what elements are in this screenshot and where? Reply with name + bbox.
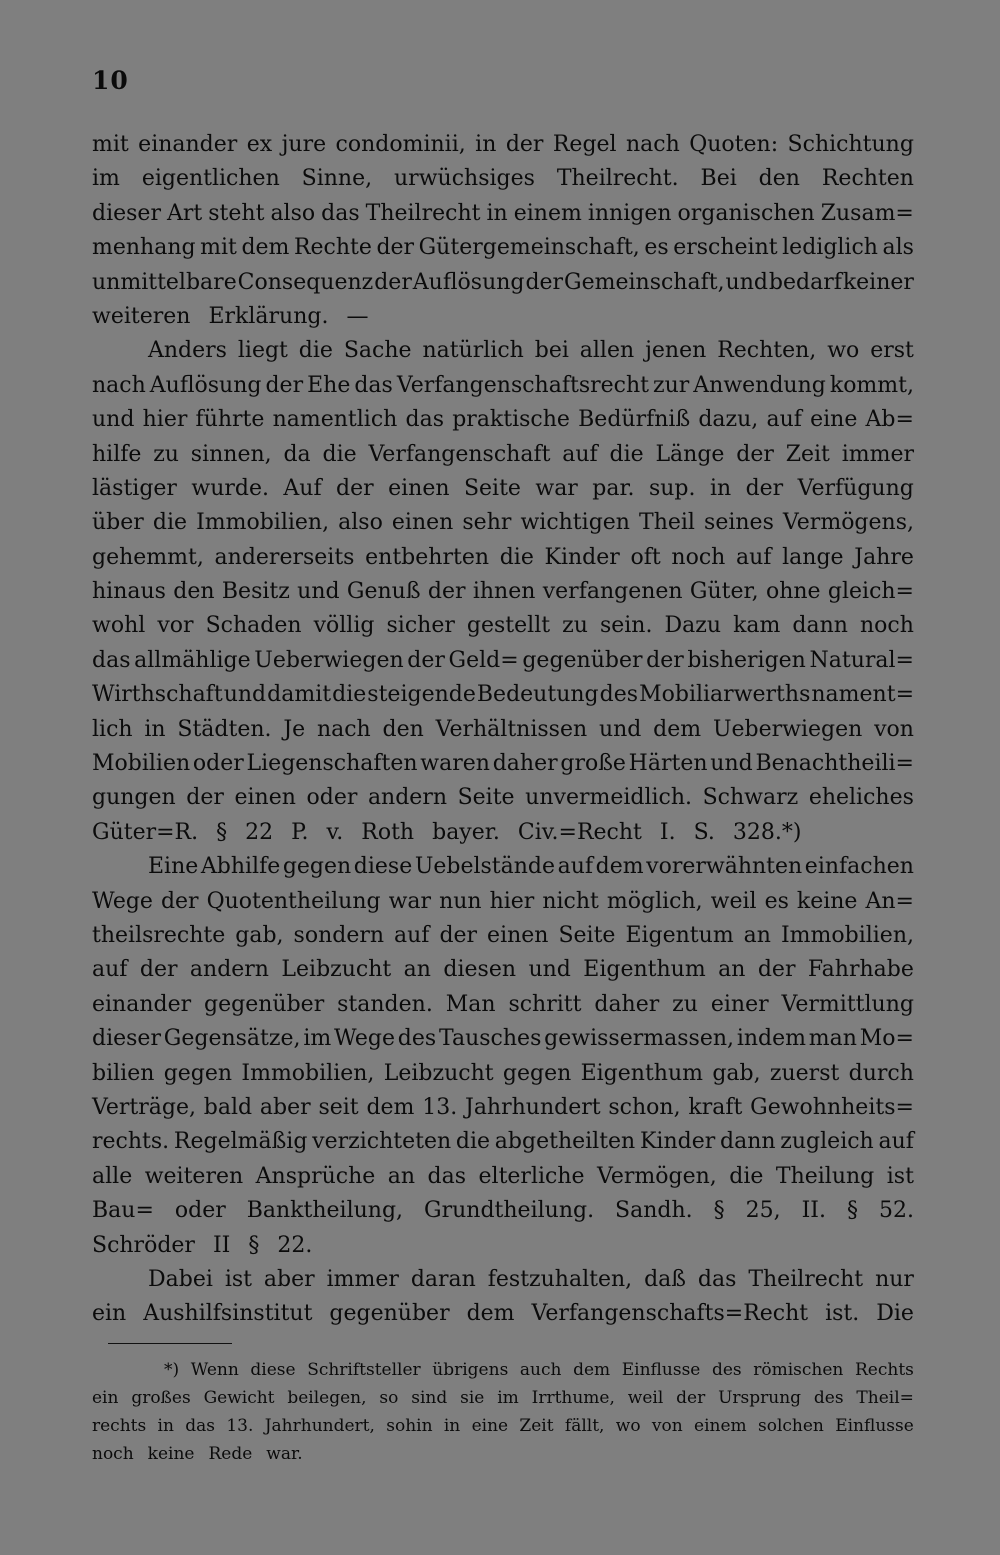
text-line: Mobilien oder Liegenschaften waren daher große Härten und Benachtheili= [92,751,914,777]
text-line: bilien gegen Immobilien, Leibzucht gegen Eigenthum gab, zuerst durch [92,1060,914,1086]
text-line: und hier führte namentlich das praktische Bedürfniß dazu, auf eine Ab= [92,407,914,433]
text-line: Güter=R. § 22 P. v. Roth bayer. Civ.=Recht I. S. 328.*) [92,819,802,845]
text-line: einander gegenüber standen. Man schritt daher zu einer Vermittlung [92,991,914,1017]
text-line: Wege der Quotentheilung war nun hier nicht möglich, weil es keine An= [92,888,914,914]
text-line: alle weiteren Ansprüche an das elterliche Vermögen, die Theilung ist [92,1163,914,1189]
text-line: wohl vor Schaden völlig sicher gestellt zu sein. Dazu kam dann noch [92,613,914,639]
text-line: lich in Städten. Je nach den Verhältnissen und dem Ueberwiegen von [92,716,914,742]
text-line: mit einander ex jure condominii, in der Regel nach Quoten: Schichtung [92,132,914,157]
text-line: gehemmt, andererseits entbehrten die Kinder oft noch auf lange Jahre [92,544,914,570]
text-line: Schröder II § 22. [92,1232,313,1258]
text-line: ein Aushilfsinstitut gegenüber dem Verfangenschafts=Recht ist. Die [92,1301,914,1327]
text-line: Anders liegt die Sache natürlich bei allen jenen Rechten, wo erst [148,338,914,364]
footnotes [92,1356,914,1468]
text-line: gungen der einen oder andern Seite unvermeidlich. Schwarz eheliches [92,785,914,811]
text-line: im eigentlichen Sinne, urwüchsiges Theilrecht. Bei den Rechten [92,166,914,192]
text-line: hinaus den Besitz und Genuß der ihnen verfangenen Güter, ohne gleich= [92,579,914,605]
text-line: das allmählige Ueberwiegen der Geld= gegenüber der bisherigen Natural= [92,647,914,673]
text-line: menhang mit dem Rechte der Gütergemeinschaft, es erscheint lediglich als [92,235,914,261]
body-text [92,128,914,1332]
text-line: weiteren Erklärung. — [92,303,369,329]
text-line: lästiger wurde. Auf der einen Seite war par. sup. in der Verfügung [92,475,914,501]
text-line: dieser Gegensätze, im Wege des Tausches gewissermassen, indem man Mo= [92,1026,914,1052]
text-line: Dabei ist aber immer daran festzuhalten, daß das Theilrecht nur [148,1266,914,1292]
text-line: auf der andern Leibzucht an diesen und Eigenthum an der Fahrhabe [92,957,914,983]
text-line: Wirthschaft und damit die steigende Bedeutung des Mobiliarwerths nament= [92,682,914,708]
text-line: theilsrechte gab, sondern auf der einen Seite Eigentum an Immobilien, [92,922,914,948]
text-line: über die Immobilien, also einen sehr wichtigen Theil seines Vermögens, [92,510,914,536]
footnote-line: *) Wenn diese Schriftsteller übrigens auch dem Einflusse des römischen Rechts [164,1360,914,1380]
footnote-line: noch keine Rede war. [92,1444,303,1464]
text-line: Eine Abhilfe gegen diese Uebelstände auf dem vorerwähnten einfachen [148,854,914,880]
text-line: dieser Art steht also das Theilrecht in einem innigen organischen Zusam= [92,200,914,226]
text-line: Verträge, bald aber seit dem 13. Jahrhundert schon, kraft Gewohnheits= [92,1094,914,1120]
footnote-line: ein großes Gewicht beilegen, so sind sie im Irrthume, weil der Ursprung des Theil= [92,1388,914,1408]
text-line: rechts. Regelmäßig verzichteten die abgetheilten Kinder dann zugleich auf [92,1129,914,1155]
text-line: Bau= oder Banktheilung, Grundtheilung. Sandh. § 25, II. § 52. [92,1198,914,1224]
footnote-divider [108,1343,232,1344]
text-line: unmittelbare Consequenz der Auflösung der Gemeinschaft, und bedarf keiner [92,269,914,295]
footnote-line: rechts in das 13. Jahrhundert, sohin in eine Zeit fällt, wo von einem solchen Einflusse [92,1416,914,1436]
text-line: hilfe zu sinnen, da die Verfangenschaft auf die Länge der Zeit immer [92,441,914,467]
page-number: 10 [92,66,129,95]
text-line: nach Auflösung der Ehe das Verfangenschaftsrecht zur Anwendung kommt, [92,372,914,398]
